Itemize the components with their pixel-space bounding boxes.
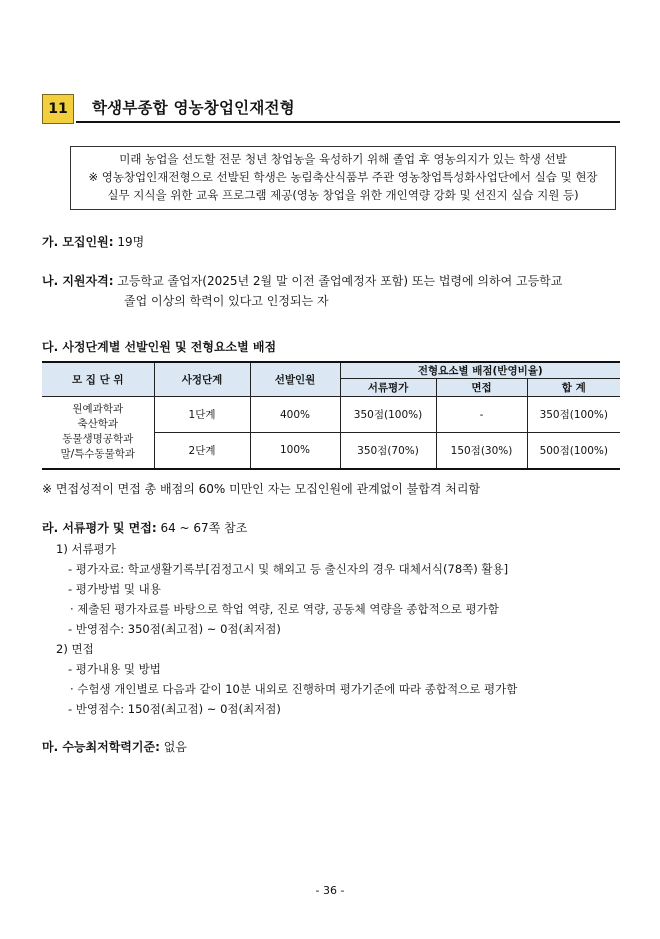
header-doc: 서류평가: [340, 379, 436, 397]
interview-cell: 150점(30%): [436, 433, 527, 469]
ga-value: 19명: [117, 235, 145, 249]
na-line-2: 졸업 이상의 학력이 있다고 인정되는 자: [124, 294, 329, 308]
stage-cell: 1단계: [154, 397, 250, 433]
doc-cell: 350점(100%): [340, 397, 436, 433]
ma-paragraph: [42, 738, 187, 755]
unit-name: 말/특수동물학과: [60, 448, 136, 461]
ra-value: 64 ~ 67쪽 참조: [160, 521, 248, 535]
ga-paragraph: [42, 233, 144, 250]
na-line-1: 고등학교 졸업자(2025년 2월 말 이전 졸업예정자 포함) 또는 법령에 의하여 고등학교: [117, 274, 563, 288]
section-title: 학생부종합 영농창업인재전형: [92, 99, 295, 117]
header-total: 합 계: [527, 379, 620, 397]
ra-doc-title: 1) 서류평가: [56, 542, 116, 556]
total-cell: 500점(100%): [527, 433, 620, 469]
ra-interview-item: · 수험생 개인별로 다음과 같이 10분 내외로 진행하며 평가기준에 따라 종합적으로 평가함: [70, 682, 518, 696]
ma-value: 없음: [163, 740, 187, 754]
select-cell: 100%: [250, 433, 340, 469]
stage-cell: 2단계: [154, 433, 250, 469]
unit-name: 동물생명공학과: [62, 433, 134, 446]
unit-name: 축산학과: [77, 418, 119, 431]
page-number: - 36 -: [315, 884, 345, 897]
na-label: 나. 지원자격:: [42, 274, 114, 288]
intro-line-3: 실무 지식을 위한 교육 프로그램 제공(영농 창업을 위한 개인역량 강화 및 선진지 실습 지원 등): [107, 188, 579, 202]
ra-interview-title: 2) 면접: [56, 642, 94, 656]
ra-interview-item: - 평가내용 및 방법: [68, 662, 161, 676]
na-paragraph: [42, 272, 562, 289]
unit-name: 원예과학과: [72, 403, 124, 416]
ra-doc-item: · 제출된 평가자료를 바탕으로 학업 역량, 진로 역량, 공동체 역량을 종합적으로 평가함: [70, 602, 499, 616]
ra-label: 라. 서류평가 및 면접:: [42, 521, 157, 535]
header-interview: 면접: [436, 379, 527, 397]
doc-cell: 350점(70%): [340, 433, 436, 469]
ra-doc-item: - 반영점수: 350점(최고점) ~ 0점(최저점): [68, 622, 281, 636]
ra-interview-item: - 반영점수: 150점(최고점) ~ 0점(최저점): [68, 702, 281, 716]
total-cell: 350점(100%): [527, 397, 620, 433]
ra-doc-item: - 평가자료: 학교생활기록부[검정고시 및 해외고 등 출신자의 경우 대체서식(78쪽) 활용]: [68, 562, 509, 576]
interview-cell: -: [436, 397, 527, 433]
da-heading: 다. 사정단계별 선발인원 및 전형요소별 배점: [42, 340, 277, 354]
intro-box: [70, 146, 616, 210]
intro-line-2: ※ 영농창업인재전형으로 선발된 학생은 농림축산식품부 주관 영농창업특성화사업단에서 실습 및 현장: [88, 170, 598, 184]
table-header-row-1: [42, 362, 620, 379]
section-title-underline: [76, 121, 620, 123]
ra-doc-item: - 평가방법 및 내용: [68, 582, 161, 596]
header-stage: 사정단계: [154, 362, 250, 397]
unit-cell: [42, 397, 154, 469]
intro-line-1: 미래 농업을 선도할 전문 청년 창업농을 육성하기 위해 졸업 후 영농의지가 있는 학생 선발: [119, 152, 567, 166]
header-unit: 모 집 단 위: [42, 362, 154, 397]
ma-label: 마. 수능최저학력기준:: [42, 740, 160, 754]
selection-table: [42, 361, 620, 470]
select-cell: 400%: [250, 397, 340, 433]
ra-paragraph: [42, 519, 247, 536]
da-note: ※ 면접성적이 면접 총 배점의 60% 미만인 자는 모집인원에 관계없이 불합격 처리함: [42, 482, 481, 496]
table-row: [42, 397, 620, 433]
header-score-group: 전형요소별 배점(반영비율): [340, 362, 620, 379]
ga-label: 가. 모집인원:: [42, 235, 114, 249]
section-number-badge: 11: [42, 94, 74, 124]
header-select: 선발인원: [250, 362, 340, 397]
